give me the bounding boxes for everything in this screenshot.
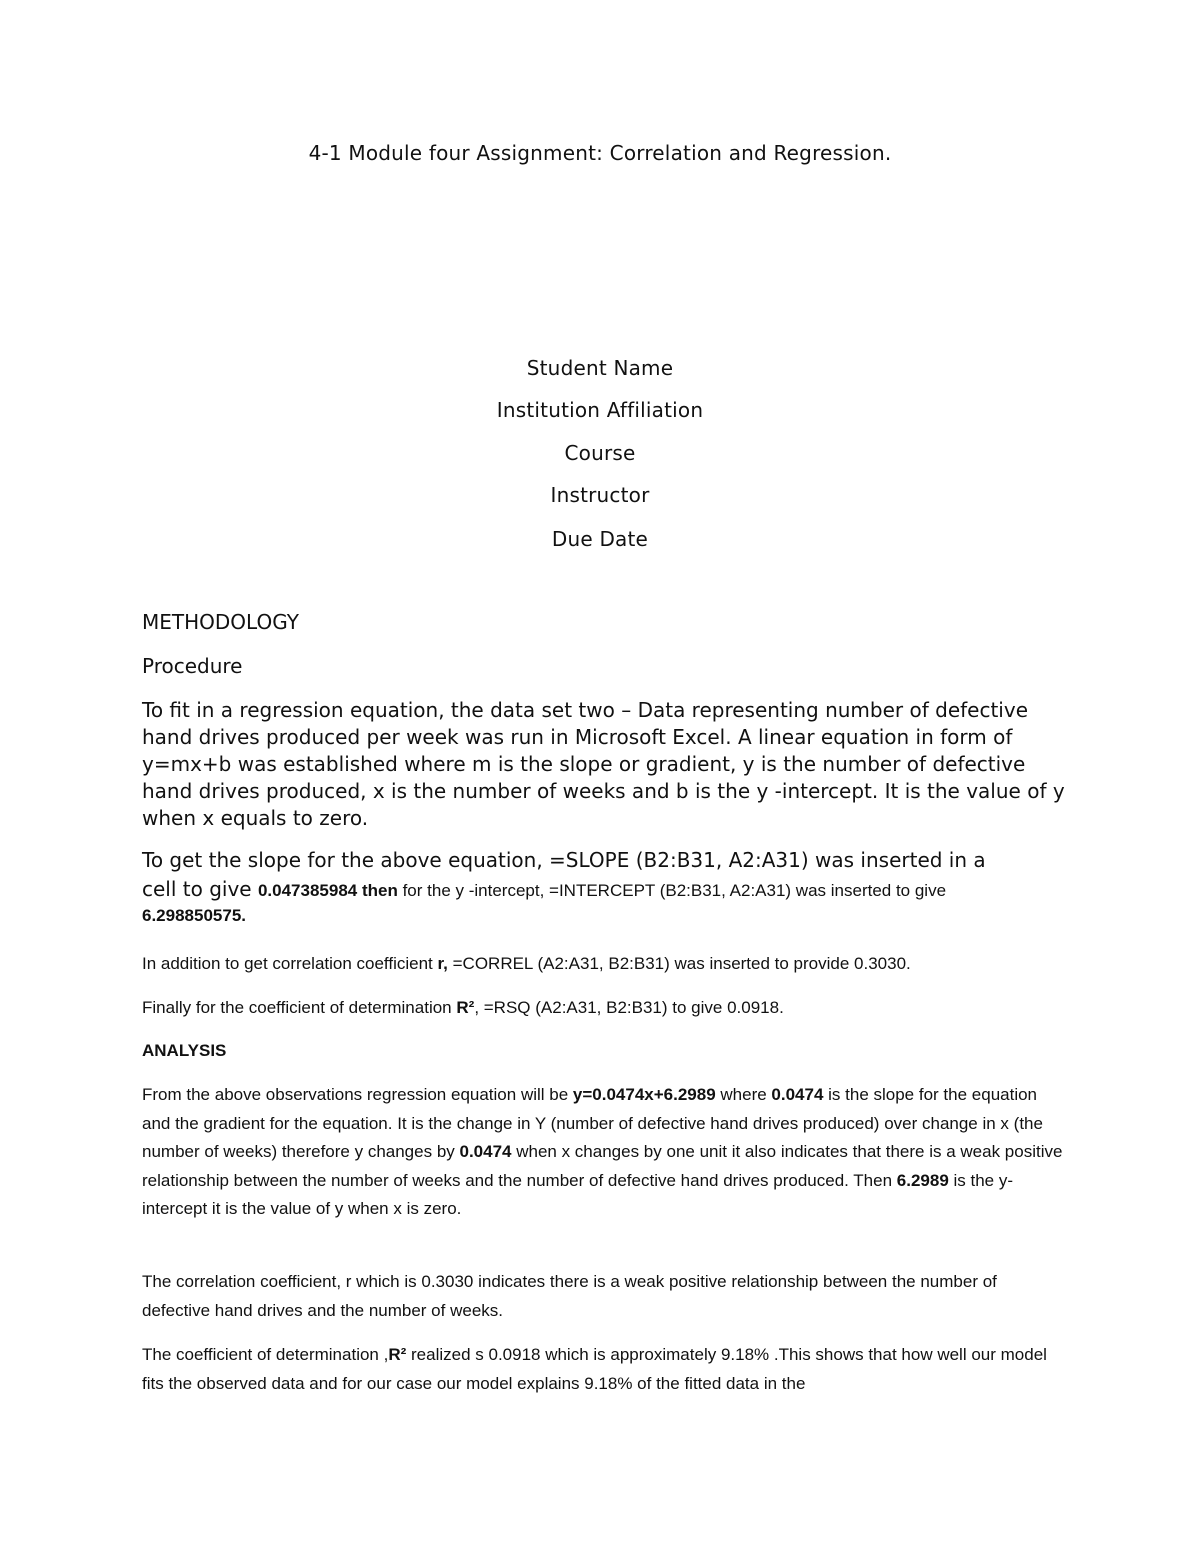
slope-rounded: 0.0474 [459,1142,512,1161]
analysis-text: From the above observations regression equation will be [142,1085,573,1104]
cell-to-give-text: cell to give [142,877,258,901]
analysis-text: where [715,1085,772,1104]
correl-text-a: In addition to get correlation coefficient [142,954,438,973]
procedure-paragraph-2-line-1 [142,848,1072,872]
slope-formula-text: To get the slope for the above equation, =SLOPE (B2:B31, A2:A31) was inserted in a [142,848,986,872]
analysis-paragraph-1 [142,1081,1070,1224]
cover-due-date: Due Date [551,527,649,551]
cover-instructor: Instructor [550,483,650,507]
procedure-paragraph-2-line-3 [142,906,1072,926]
rsq-text-a: Finally for the coefficient of determination [142,998,457,1017]
cover-institution: Institution Affiliation [496,398,704,422]
analysis-paragraph-3 [142,1341,1062,1398]
analysis-paragraph-2: The correlation coefficient, r which is 0.3030 indicates there is a weak positive relationship between the number of defective hand drives and the number of weeks. [142,1272,997,1320]
procedure-paragraph-3 [142,950,1067,979]
analysis-text: when x changes by one unit it also indicates that there is a weak positive relationship between the number of weeks and the number of defective hand drives produced. Then [142,1142,1063,1190]
intercept-formula-text: for the y -intercept, =INTERCEPT (B2:B31, A2:A31) was inserted to give [397,881,947,900]
intercept-value: 6.298850575. [142,906,246,925]
analysis-text: is the y-intercept it is the value of y when x is zero. [142,1170,1014,1218]
analysis-heading: ANALYSIS [142,1041,227,1060]
correl-text-c: =CORREL (A2:A31, B2:B31) was inserted to provide 0.3030. [447,954,911,973]
slope-rounded: 0.0474 [771,1085,824,1104]
rsq-text-c: , =RSQ (A2:A31, B2:B31) to give 0.0918. [474,998,784,1017]
procedure-paragraph-1: To fit in a regression equation, the data set two – Data representing number of defective hand drives produced per week was run in Microsoft Excel. A linear equation in form of y=mx+b was established where m is the slope or gradient, y is the number of defective hand drives produced, x is the number of weeks and b is the y -intercept. It is the value of y when x equals to zero. [142,698,1065,830]
slope-value: 0.047385984 then [257,881,398,900]
correl-r-symbol: r, [437,954,448,973]
analysis-text: realized s 0.0918 which is approximately 9.18% .This shows that how well our model fits the observed data and for our case our model explains 9.18% of the fitted data in the [142,1345,1047,1393]
procedure-subheading: Procedure [142,654,243,678]
regression-equation: y=0.0474x+6.2989 [572,1085,716,1104]
cover-student-name: Student Name [526,356,674,380]
r2-symbol: R² [388,1345,407,1364]
document-title: 4-1 Module four Assignment: Correlation and Regression. [308,141,892,165]
rsq-r2-symbol: R² [456,998,475,1017]
cover-course: Course [564,441,636,465]
methodology-heading: METHODOLOGY [142,610,299,634]
procedure-paragraph-4 [142,994,1067,1023]
analysis-text: The coefficient of determination , [142,1345,389,1364]
analysis-text: is the slope for the equation and the gradient for the equation. It is the change in Y (number of defective hand drives produced) over change in x (the number of weeks) therefore y changes by [142,1085,1043,1161]
intercept-rounded: 6.2989 [896,1170,949,1190]
procedure-paragraph-2-line-2 [142,877,1072,901]
